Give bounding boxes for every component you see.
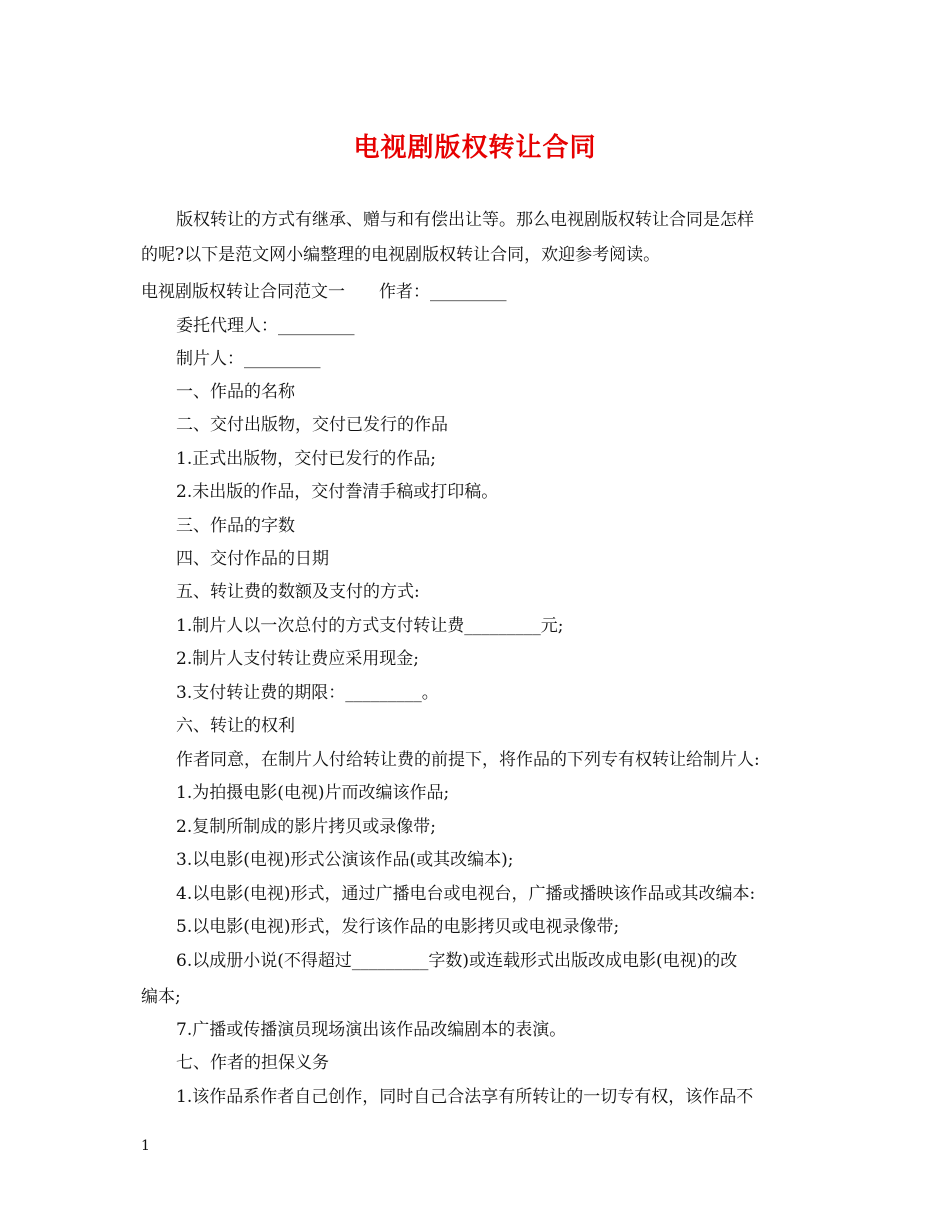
clause-7-heading: 七、作者的担保义务 <box>176 1053 329 1073</box>
clause-6-intro: 作者同意，在制片人付给转让费的前提下，将作品的下列专有权转让给制片人: <box>176 750 760 770</box>
clause-6-item-3: 3.以电影(电视)形式公演该作品(或其改编本); <box>176 850 514 870</box>
clause-6-item-6: 6.以成册小说(不得超过_________字数)或连载形式出版改成电影(电视)的改 <box>176 951 738 971</box>
clause-6-item-5: 5.以电影(电视)形式，发行该作品的电影拷贝或电视录像带; <box>176 917 620 937</box>
document-title: 电视剧版权转让合同 <box>353 133 597 163</box>
clause-2-item-2: 2.未出版的作品，交付誊清手稿或打印稿。 <box>176 482 499 502</box>
clause-6-item-1: 1.为拍摄电影(电视)片而改编该作品; <box>176 783 450 803</box>
page-number: 1 <box>141 1138 150 1154</box>
intro-line-2: 的呢?以下是范文网小编整理的电视剧版权转让合同，欢迎参考阅读。 <box>141 245 661 265</box>
producer-line: 制片人：_________ <box>176 349 321 369</box>
intro-line-1: 版权转让的方式有继承、赠与和有偿出让等。那么电视剧版权转让合同是怎样 <box>176 210 754 230</box>
clause-3-heading: 三、作品的字数 <box>176 516 295 536</box>
clause-4-heading: 四、交付作品的日期 <box>176 549 329 569</box>
clause-1-heading: 一、作品的名称 <box>176 382 295 402</box>
clause-6-heading: 六、转让的权利 <box>176 716 295 736</box>
clause-5-item-1: 1.制片人以一次总付的方式支付转让费_________元; <box>176 616 564 636</box>
clause-5-item-3: 3.支付转让费的期限：_________。 <box>176 683 439 703</box>
clause-2-item-1: 1.正式出版物，交付已发行的作品; <box>176 449 436 469</box>
agent-line: 委托代理人：_________ <box>176 316 355 336</box>
sample-heading-author: 电视剧版权转让合同范文一 作者：_________ <box>141 282 507 302</box>
clause-2-heading: 二、交付出版物，交付已发行的作品 <box>176 415 448 435</box>
clause-6-item-7: 7.广播或传播演员现场演出该作品改编剧本的表演。 <box>176 1020 567 1040</box>
clause-5-heading: 五、转让费的数额及支付的方式: <box>176 582 420 602</box>
clause-6-item-2: 2.复制所制成的影片拷贝或录像带; <box>176 817 436 837</box>
clause-7-item-1: 1.该作品系作者自己创作，同时自己合法享有所转让的一切专有权，该作品不 <box>176 1087 754 1107</box>
clause-6-item-4: 4.以电影(电视)形式，通过广播电台或电视台，广播或播映该作品或其改编本: <box>176 884 756 904</box>
clause-5-item-2: 2.制片人支付转让费应采用现金; <box>176 649 419 669</box>
clause-6-item-6-continued: 编本; <box>141 987 181 1007</box>
